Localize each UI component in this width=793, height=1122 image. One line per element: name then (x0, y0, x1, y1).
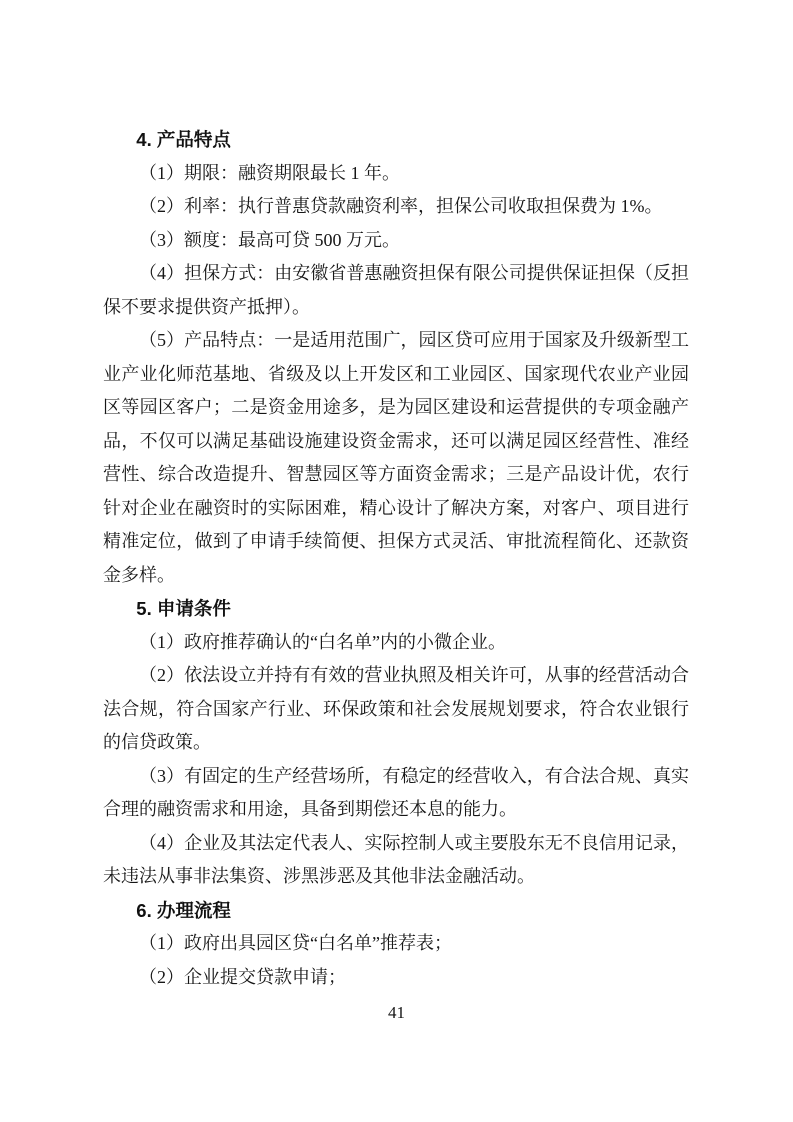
paragraph-limit: （3）额度：最高可贷 500 万元。 (139, 229, 400, 250)
paragraph-process-2: （2）企业提交贷款申请； (139, 966, 346, 987)
section-heading-application-conditions: 5. 申请条件 (136, 598, 231, 619)
paragraph-term: （1）期限：融资期限最长 1 年。 (139, 162, 400, 183)
paragraph-product-features-detail: （5）产品特点：一是适用范围广，园区贷可应用于国家及升级新型工业产业化师范基地、省级及以上开发区和工业园区、国家现代农业产业园区等园区客户；二是资金用途多，是为园区建设和运营提供的专项金融产品，不仅可以满足基础设施建设资金需求，还可以满足园区经营性、准经营性、综合改造提升、智慧园区等方面资金需求；三是产品设计优，农行针对企业在融资时的实际困难，精心设计了解决方案，对客户、项目进行精准定位，做到了申请手续简便、担保方式灵活、审批流程简化、还款资金多样。 (103, 330, 689, 585)
section-heading-process: 6. 办理流程 (136, 899, 231, 921)
section-heading-product-features: 4. 产品特点 (136, 129, 231, 150)
paragraph-guarantee-method: （4）担保方式：由安徽省普惠融资担保有限公司提供保证担保（反担保不要求提供资产抵押）。 (103, 263, 689, 317)
paragraph-rate: （2）利率：执行普惠贷款融资利率，担保公司收取担保费为 1%。 (139, 196, 663, 216)
paragraph-process-1: （1）政府出具园区贷“白名单”推荐表； (139, 933, 452, 953)
page-number: 41 (388, 1003, 405, 1022)
paragraph-condition-3: （3）有固定的生产经营场所，有稳定的经营收入，有合法合规、真实合理的融资需求和用途，具备到期偿还本息的能力。 (103, 765, 689, 819)
paragraph-condition-1: （1）政府推荐确认的“白名单”内的小微企业。 (139, 631, 506, 652)
document-body (103, 123, 689, 994)
paragraph-condition-2: （2）依法设立并持有有效的营业执照及相关许可，从事的经营活动合法合规，符合国家产行业、环保政策和社会发展规划要求，符合农业银行的信贷政策。 (103, 665, 689, 752)
paragraph-condition-4: （4）企业及其法定代表人、实际控制人或主要股东无不良信用记录，未违法从事非法集资、涉黑涉恶及其他非法金融活动。 (103, 832, 689, 886)
